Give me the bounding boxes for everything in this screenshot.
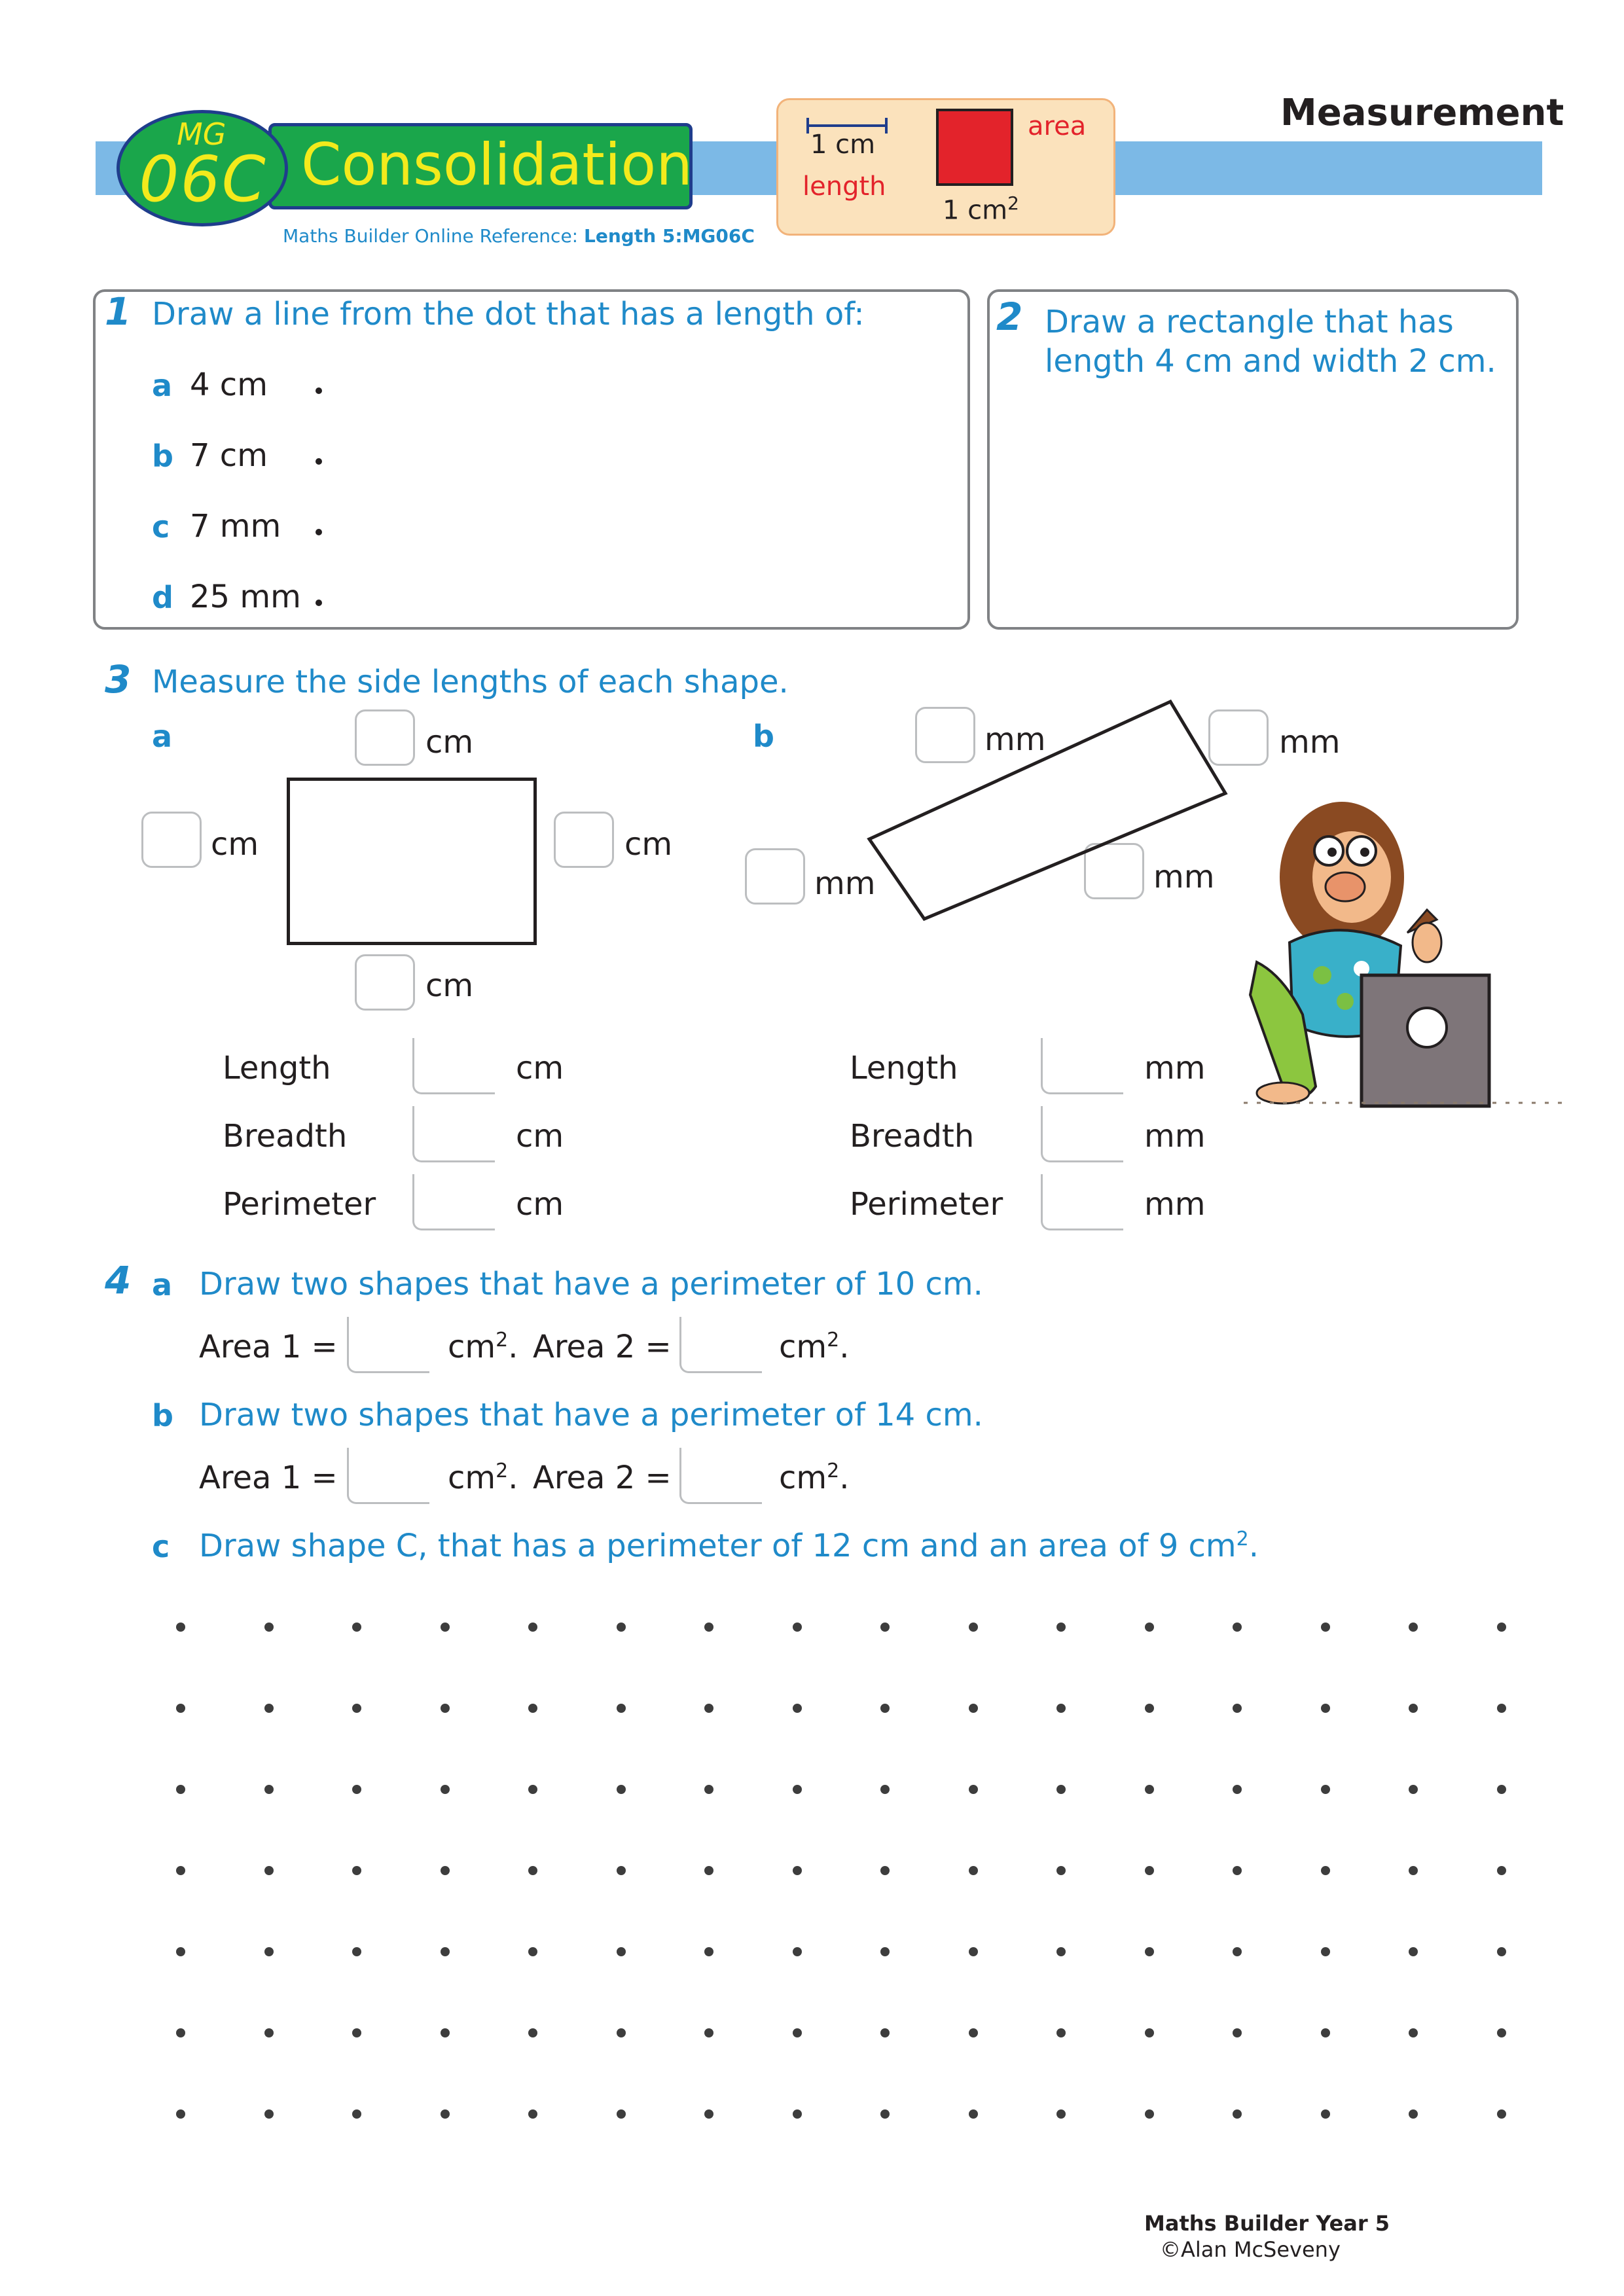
grid-dot [1056, 2028, 1066, 2037]
legend-length-label: length [803, 171, 886, 202]
q3a-breadth-unit: cm [516, 1118, 564, 1155]
caveman-foot [1257, 1083, 1309, 1103]
grid-dot [1497, 2028, 1506, 2037]
code-number: 06C [139, 143, 267, 216]
question-1-number: 1 [105, 289, 132, 334]
grid-dot [1497, 1947, 1506, 1956]
ruler-line-bar [806, 124, 888, 127]
reference-value: Length 5:MG06C [584, 225, 755, 247]
grid-dot [352, 1785, 361, 1794]
q3b-rectangle-outline [869, 702, 1225, 919]
q1-item-d-dot[interactable] [316, 600, 322, 606]
grid-dot [969, 1866, 978, 1875]
grid-dot [704, 2109, 713, 2119]
q4b-area2-label: Area 2 = [533, 1460, 672, 1496]
grid-dot [1409, 1785, 1418, 1794]
grid-dot [352, 2028, 361, 2037]
grid-dot [1409, 2028, 1418, 2037]
q3a-rectangle [287, 778, 537, 945]
q3b-right-unit: mm [1153, 859, 1215, 895]
online-reference [283, 225, 755, 247]
caveman-hand [1413, 923, 1441, 962]
grid-dot [441, 1785, 450, 1794]
grid-dot [264, 1623, 274, 1632]
grid-dot [1497, 1623, 1506, 1632]
q4c-prompt: Draw shape C, that has a perimeter of 12 cm and an area of 9 $cm^2$. [199, 1528, 1259, 1564]
grid-dot [793, 2109, 802, 2119]
grid-dot [617, 1785, 626, 1794]
q3a-length-unit: cm [516, 1050, 564, 1086]
grid-dot [704, 1785, 713, 1794]
grid-dot [352, 1947, 361, 1956]
question-3-number: 3 [105, 657, 132, 702]
q3a-right-answer[interactable] [554, 812, 614, 868]
grid-dot [176, 1785, 185, 1794]
legend-area-label: area [1028, 111, 1087, 141]
grid-dot [793, 1785, 802, 1794]
grid-dot [1145, 1704, 1154, 1713]
q3a-top-answer[interactable] [355, 709, 415, 766]
q1-item-a-letter: a [152, 368, 173, 403]
grid-dot [1056, 1947, 1066, 1956]
grid-dot [528, 2028, 537, 2037]
legend-area-value: 1 $cm^2$ [943, 192, 1019, 226]
grid-dot [264, 1785, 274, 1794]
grid-dot [176, 1866, 185, 1875]
q3b-left-answer[interactable] [745, 848, 805, 905]
grid-dot [617, 1623, 626, 1632]
q3b-perimeter-answer[interactable] [1041, 1174, 1123, 1230]
grid-dot [617, 1704, 626, 1713]
q3b-breadth-unit: mm [1144, 1118, 1206, 1155]
subject-heading: Measurement [1280, 92, 1564, 134]
code-prefix: MG [177, 117, 226, 152]
grid-dot [704, 1623, 713, 1632]
footer-copyright: ©Alan McSeveny [1160, 2237, 1341, 2262]
q3a-letter: a [152, 719, 173, 754]
q3b-breadth-answer[interactable] [1041, 1106, 1123, 1162]
footer-book-title: Maths Builder Year 5 [1144, 2211, 1390, 2236]
grid-dot [264, 2028, 274, 2037]
grid-dot [969, 1947, 978, 1956]
grid-dot [1497, 1785, 1506, 1794]
grid-dot [1233, 1866, 1242, 1875]
grid-dot [1145, 1947, 1154, 1956]
grid-dot [176, 2109, 185, 2119]
grid-dot [1233, 2109, 1242, 2119]
q1-item-c-letter: c [152, 509, 170, 545]
grid-dot [176, 1947, 185, 1956]
q3a-length-answer[interactable] [412, 1038, 495, 1094]
q3a-right-unit: cm [624, 826, 673, 863]
q1-item-b-value: 7 cm [190, 437, 268, 474]
q3a-perimeter-label: Perimeter [223, 1186, 376, 1223]
q4a-area1-unit: $cm^2$. [448, 1329, 518, 1365]
caveman-illustration [1231, 779, 1571, 1119]
q4a-area2-label: Area 2 = [533, 1329, 672, 1365]
grid-dot [880, 1947, 890, 1956]
page-title: Consolidation [301, 131, 693, 198]
q1-item-a-dot[interactable] [316, 387, 322, 394]
q4c-letter: c [152, 1529, 170, 1564]
q1-item-d-letter: d [152, 580, 173, 615]
grid-dot [352, 1866, 361, 1875]
q4a-area2-answer[interactable] [679, 1317, 762, 1373]
grid-dot [1145, 2028, 1154, 2037]
q3b-length-unit: mm [1144, 1050, 1206, 1086]
grid-dot [1409, 1623, 1418, 1632]
grid-dot [352, 1623, 361, 1632]
stone-tablet-hole [1407, 1008, 1447, 1047]
question-4-number: 4 [105, 1258, 132, 1302]
grid-dot [528, 1947, 537, 1956]
grid-dot [880, 1866, 890, 1875]
grid-dot [1056, 1623, 1066, 1632]
q1-item-b-letter: b [152, 439, 173, 474]
grid-dot [441, 2028, 450, 2037]
grid-dot [704, 2028, 713, 2037]
q3b-breadth-label: Breadth [850, 1118, 975, 1155]
grid-dot [1321, 1947, 1330, 1956]
q4a-area1-label: Area 1 = [199, 1329, 338, 1365]
grid-dot [969, 1704, 978, 1713]
caveman-nose [1326, 872, 1365, 901]
q3a-top-unit: cm [425, 724, 474, 761]
question-3-prompt: Measure the side lengths of each shape. [152, 664, 789, 700]
q3a-bottom-unit: cm [425, 967, 474, 1004]
q4b-area1-unit: $cm^2$. [448, 1460, 518, 1496]
q3a-perimeter-answer[interactable] [412, 1174, 495, 1230]
grid-dot [441, 2109, 450, 2119]
q3b-letter: b [753, 719, 774, 754]
q3a-bottom-answer[interactable] [355, 954, 415, 1011]
q3a-breadth-answer[interactable] [412, 1106, 495, 1162]
grid-dot [176, 1704, 185, 1713]
grid-dot [441, 1947, 450, 1956]
grid-dot [1409, 1866, 1418, 1875]
q4a-area1-answer[interactable] [347, 1317, 429, 1373]
grid-dot [264, 1947, 274, 1956]
grid-dot [880, 1623, 890, 1632]
grid-dot [1321, 2028, 1330, 2037]
grid-dot [352, 2109, 361, 2119]
grid-dot [1497, 2109, 1506, 2119]
q3a-perimeter-unit: cm [516, 1186, 564, 1223]
grid-dot [528, 1785, 537, 1794]
q3a-length-label: Length [223, 1050, 331, 1086]
q1-item-b-dot[interactable] [316, 458, 322, 465]
grid-dot [1497, 1704, 1506, 1713]
area-square-icon [936, 109, 1013, 186]
grid-dot [528, 1704, 537, 1713]
grid-dot [1321, 2109, 1330, 2119]
question-1-prompt: Draw a line from the dot that has a length of: [152, 296, 865, 332]
question-2-line-2: length 4 cm and width 2 cm. [1045, 343, 1496, 380]
grid-dot [704, 1704, 713, 1713]
q1-item-a-value: 4 cm [190, 367, 268, 403]
q3a-left-unit: cm [211, 826, 259, 863]
grid-dot [1056, 1785, 1066, 1794]
grid-dot [1145, 1785, 1154, 1794]
q4b-prompt: Draw two shapes that have a perimeter of 14 cm. [199, 1397, 983, 1433]
q1-item-c-dot[interactable] [316, 529, 322, 535]
grid-dot [793, 1866, 802, 1875]
grid-dot [528, 1623, 537, 1632]
q4b-area2-unit: $cm^2$. [779, 1460, 850, 1496]
grid-dot [441, 1623, 450, 1632]
question-2-box[interactable] [987, 289, 1519, 630]
grid-dot [441, 1866, 450, 1875]
q1-item-d-value: 25 mm [190, 579, 301, 615]
grid-dot [880, 2109, 890, 2119]
grid-dot [704, 1866, 713, 1875]
q3b-perimeter-unit: mm [1144, 1186, 1206, 1223]
grid-dot [1409, 1947, 1418, 1956]
grid-dot [1497, 1866, 1506, 1875]
grid-dot [793, 1947, 802, 1956]
grid-dot [617, 2109, 626, 2119]
grid-dot [617, 1947, 626, 1956]
ruler-line-tick [885, 118, 888, 134]
grid-dot [1233, 1704, 1242, 1713]
q4a-area2-unit: $cm^2$. [779, 1329, 850, 1365]
grid-dot [793, 1704, 802, 1713]
grid-dot [1321, 1623, 1330, 1632]
q4b-area1-answer[interactable] [347, 1448, 429, 1504]
q4b-area2-answer[interactable] [679, 1448, 762, 1504]
q1-item-c-value: 7 mm [190, 508, 281, 545]
q3b-top-right-unit: mm [1279, 724, 1341, 761]
reference-label: Maths Builder Online Reference: [283, 225, 585, 247]
grid-dot [1233, 1785, 1242, 1794]
legend-length-value: 1 cm [810, 130, 876, 160]
grid-dot [1321, 1704, 1330, 1713]
grid-dot [704, 1947, 713, 1956]
grid-dot [969, 2109, 978, 2119]
grid-dot [1233, 1947, 1242, 1956]
grid-dot [969, 2028, 978, 2037]
question-2-number: 2 [996, 295, 1023, 339]
grid-dot [264, 1704, 274, 1713]
q4a-prompt: Draw two shapes that have a perimeter of 10 cm. [199, 1266, 983, 1302]
grid-dot [1145, 1866, 1154, 1875]
q3b-length-answer[interactable] [1041, 1038, 1123, 1094]
grid-dot [1321, 1866, 1330, 1875]
grid-dot [880, 2028, 890, 2037]
grid-dot [1233, 2028, 1242, 2037]
grid-dot [1056, 1866, 1066, 1875]
grid-dot [1056, 2109, 1066, 2119]
grid-dot [1145, 1623, 1154, 1632]
grid-dot [793, 2028, 802, 2037]
grid-dot [264, 2109, 274, 2119]
grid-dot [1145, 2109, 1154, 2119]
q3a-left-answer[interactable] [141, 812, 202, 868]
grid-dot [264, 1866, 274, 1875]
grid-dot [1321, 1785, 1330, 1794]
q3b-top-left-unit: mm [984, 721, 1046, 758]
grid-dot [528, 2109, 537, 2119]
grid-dot [1056, 1704, 1066, 1713]
q3b-rotated-rectangle [864, 694, 1244, 929]
grid-dot [528, 1866, 537, 1875]
grid-dot [176, 2028, 185, 2037]
q3b-left-unit: mm [814, 865, 876, 902]
grid-dot [441, 1704, 450, 1713]
grid-dot [352, 1704, 361, 1713]
grid-dot [1409, 1704, 1418, 1713]
grid-dot [1409, 2109, 1418, 2119]
grid-dot [793, 1623, 802, 1632]
grid-dot [880, 1704, 890, 1713]
grid-dot [176, 1623, 185, 1632]
grid-dot [617, 1866, 626, 1875]
q3b-length-label: Length [850, 1050, 958, 1086]
grid-dot [1233, 1623, 1242, 1632]
q4a-letter: a [152, 1267, 173, 1302]
q3b-perimeter-label: Perimeter [850, 1186, 1003, 1223]
grid-dot [880, 1785, 890, 1794]
q4b-area1-label: Area 1 = [199, 1460, 338, 1496]
q3a-breadth-label: Breadth [223, 1118, 348, 1155]
grid-dot [617, 2028, 626, 2037]
grid-dot [969, 1785, 978, 1794]
grid-dot [969, 1623, 978, 1632]
question-2-line-1: Draw a rectangle that has [1045, 304, 1454, 340]
q4b-letter: b [152, 1398, 173, 1433]
